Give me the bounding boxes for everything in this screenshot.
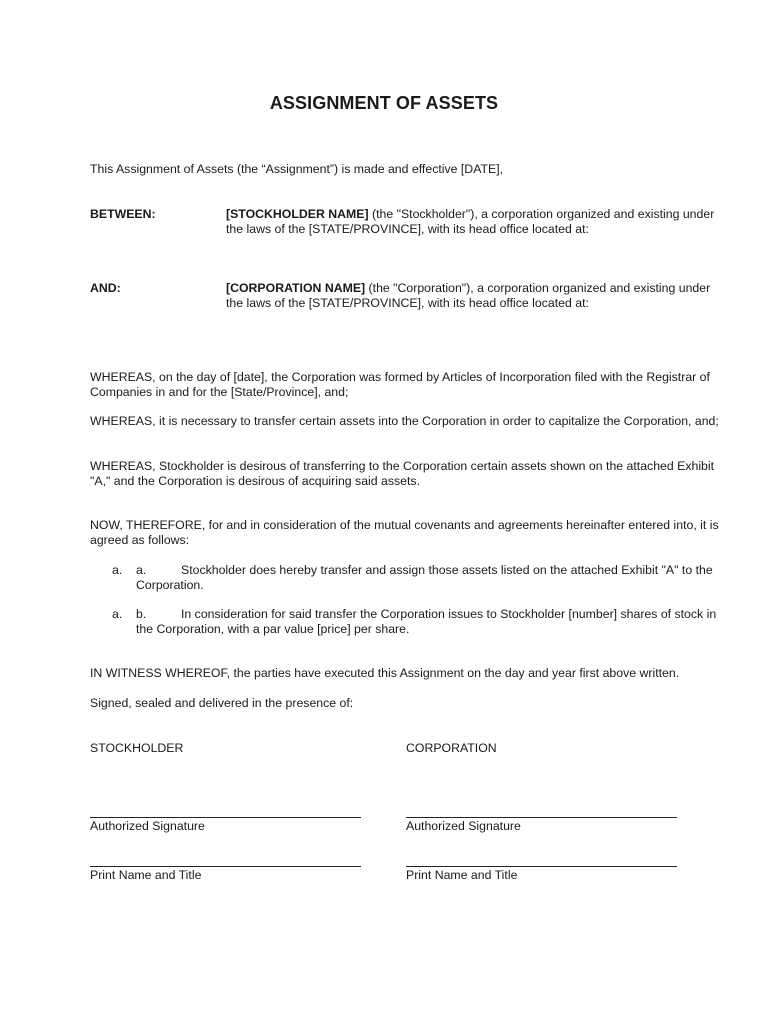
now-therefore-paragraph: NOW, THEREFORE, for and in consideration of the mutual covenants and agreements hereinafter entered into, it is agreed as follows: [90,518,719,547]
clause-marker: a. [112,563,123,577]
between-label: BETWEEN: [90,207,156,221]
clause-sub-marker: a. [136,563,147,577]
between-description: (the "Stockholder"), a corporation organized and existing under the laws of the [STATE/PROVINCE], with its head office located at: [226,207,715,236]
stockholder-name-placeholder: [STOCKHOLDER NAME] [226,207,369,221]
whereas-paragraph-3: WHEREAS, Stockholder is desirous of transferring to the Corporation certain assets shown on the attached Exhibit "A," and the Corporation is desirous of acquiring said assets. [90,459,715,488]
clause-text: In consideration for said transfer the Corporation issues to Stockholder [number] shares of stock in the Corporation, with a par value [price] per share. [136,607,717,636]
print-name-title-caption: Print Name and Title [406,868,518,882]
and-description: (the "Corporation"), a corporation organized and existing under the laws of the [STATE/PROVINCE], with its head office located at: [226,281,711,310]
authorized-signature-caption: Authorized Signature [90,819,205,833]
signature-line [406,817,677,818]
clause-item-2 [112,607,726,637]
signature-line [90,817,361,818]
clause-marker: a. [112,607,123,621]
corporation-heading: CORPORATION [406,741,497,755]
document-title: ASSIGNMENT OF ASSETS [269,93,499,113]
corporation-name-placeholder: [CORPORATION NAME] [226,281,366,295]
and-label: AND: [90,281,121,295]
authorized-signature-caption: Authorized Signature [406,819,521,833]
stockholder-heading: STOCKHOLDER [90,741,184,755]
name-title-line [90,866,361,867]
whereas-paragraph-2: WHEREAS, it is necessary to transfer certain assets into the Corporation in order to capitalize the Corporation, and; [90,414,719,428]
and-party-text [226,281,728,311]
witness-paragraph: IN WITNESS WHEREOF, the parties have executed this Assignment on the day and year first above written. [90,666,680,680]
signed-paragraph: Signed, sealed and delivered in the presence of: [90,696,354,710]
clause-text: Stockholder does hereby transfer and assign those assets listed on the attached Exhibit "A" to the Corporation. [136,563,713,592]
clause-sub-marker: b. [136,607,147,621]
whereas-paragraph-1: WHEREAS, on the day of [date], the Corporation was formed by Articles of Incorporation filed with the Registrar of Companies in and for the [State/Province], and; [90,370,710,399]
print-name-title-caption: Print Name and Title [90,868,202,882]
clause-item-1 [112,563,726,593]
between-party-text [226,207,728,237]
intro-paragraph: This Assignment of Assets (the “Assignment”) is made and effective [DATE], [90,162,504,176]
name-title-line [406,866,677,867]
